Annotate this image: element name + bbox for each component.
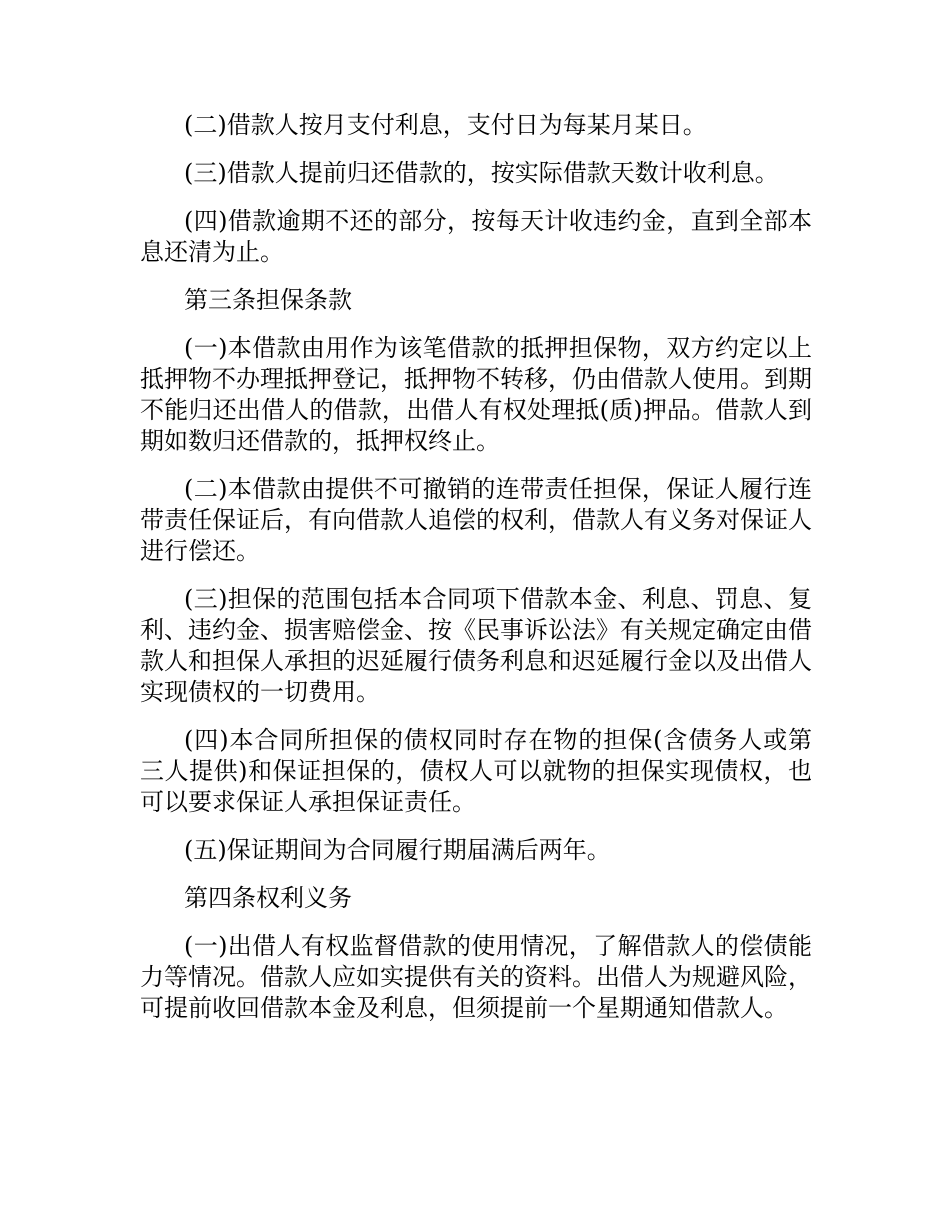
paragraph-collateral: (一)本借款由用作为该笔借款的抵押担保物，双方约定以上抵押物不办理抵押登记，抵押物不转移，仍由借款人使用。到期不能归还出借人的借款，出借人有权处理抵(质)押品。借款人到期如数归还借款的，抵押权终止。 [140, 334, 812, 455]
section-heading-guarantee: 第三条担保条款 [184, 286, 352, 314]
paragraph-overdue-penalty: (四)借款逾期不还的部分，按每天计收违约金，直到全部本息还清为止。 [140, 207, 812, 266]
paragraph-early-repayment: (三)借款人提前归还借款的，按实际借款天数计收利息。 [184, 159, 779, 187]
paragraph-interest-payment: (二)借款人按月支付利息，支付日为每某月某日。 [184, 111, 707, 139]
paragraph-lender-rights: (一)出借人有权监督借款的使用情况，了解借款人的偿债能力等情况。借款人应如实提供有关的资料。出借人为规避风险，可提前收回借款本金及利息，但须提前一个星期通知借款人。 [140, 932, 812, 1022]
document-page [140, 110, 812, 1041]
paragraph-mixed-guarantee: (四)本合同所担保的债权同时存在物的担保(含债务人或第三人提供)和保证担保的，债权人可以就物的担保实现债权，也可以要求保证人承担保证责任。 [140, 726, 812, 816]
section-heading-rights-obligations: 第四条权利义务 [184, 884, 352, 912]
paragraph-guarantee-period: (五)保证期间为合同履行期届满后两年。 [184, 836, 611, 864]
paragraph-joint-liability: (二)本借款由提供不可撤销的连带责任担保，保证人履行连带责任保证后，有向借款人追偿的权利，借款人有义务对保证人进行偿还。 [140, 475, 812, 565]
paragraph-guarantee-scope: (三)担保的范围包括本合同项下借款本金、利息、罚息、复利、违约金、损害赔偿金、按《民事诉讼法》有关规定确定由借款人和担保人承担的迟延履行债务利息和迟延履行金以及出借人实现债权的一切费用。 [140, 585, 812, 706]
